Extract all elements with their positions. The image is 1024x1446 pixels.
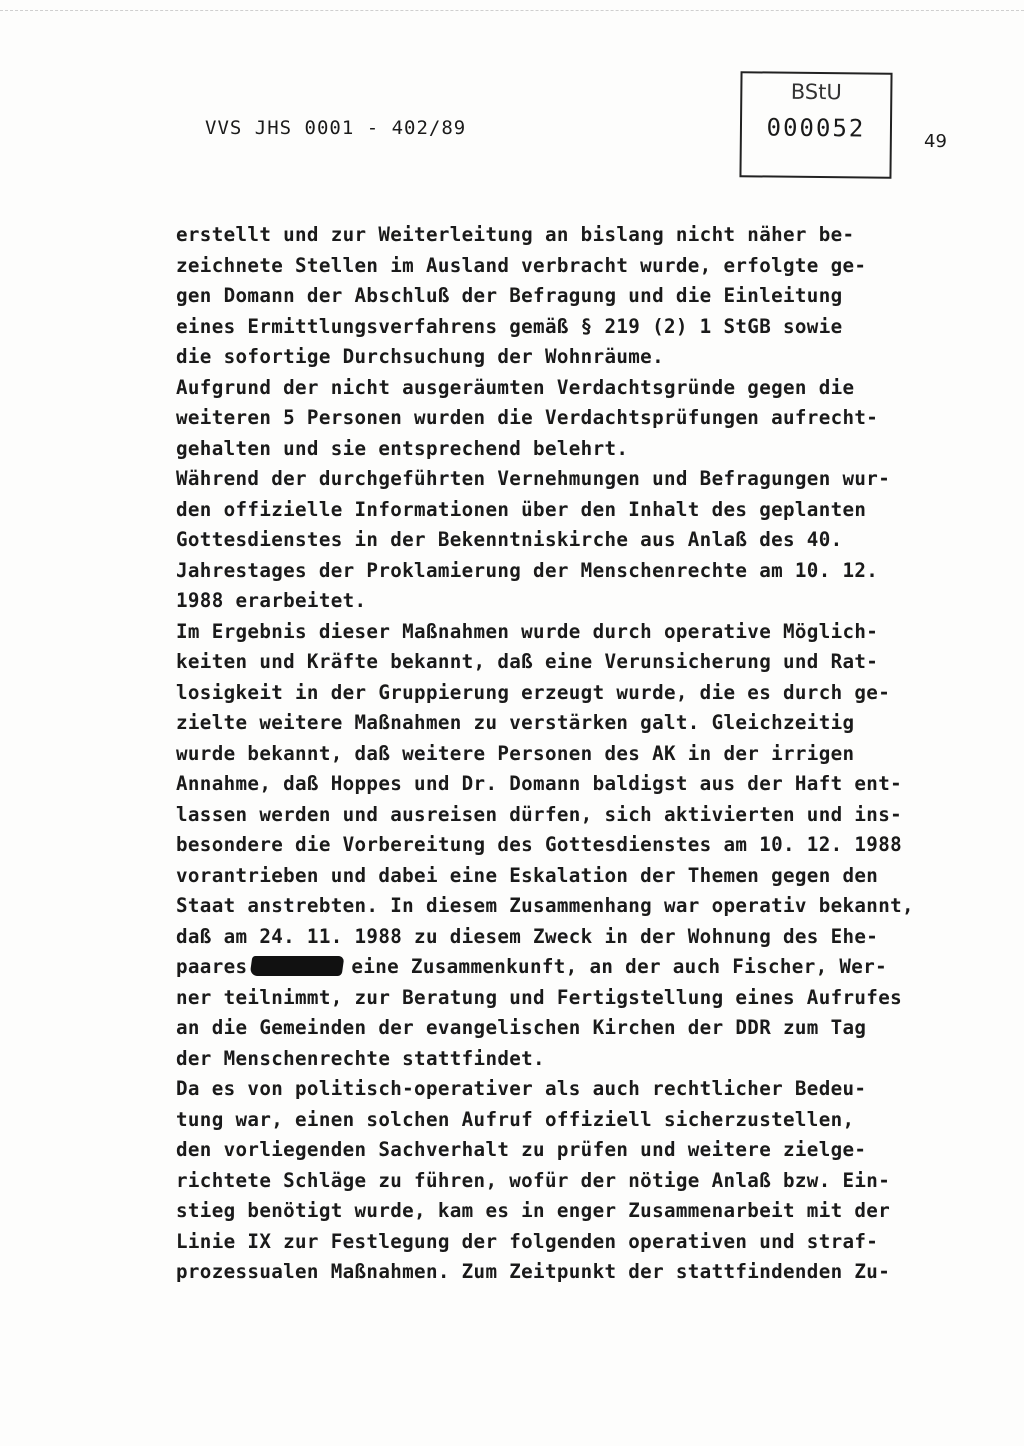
- text-line: lassen werden und ausreisen dürfen, sich aktivierten und ins-: [176, 802, 903, 826]
- text-line: Staat anstrebten. In diesem Zusammenhang war operativ bekannt,: [176, 894, 914, 917]
- text-line: vorantrieben und dabei eine Eskalation der Themen gegen den: [176, 863, 879, 887]
- redacted-line-start: paares: [176, 955, 248, 978]
- text-line: Gottesdienstes in der Bekenntniskirche aus Anlaß des 40.: [176, 528, 843, 551]
- text-line: stieg benötigt wurde, kam es in enger Zusammenarbeit mit der: [176, 1199, 891, 1222]
- text-line: die sofortige Durchsuchung der Wohnräume.: [176, 345, 664, 368]
- text-line: Im Ergebnis dieser Maßnahmen wurde durch operative Möglich-: [176, 619, 879, 643]
- archive-stamp: [739, 71, 892, 179]
- text-line: ner teilnimmt, zur Beratung und Fertigstellung eines Aufrufes: [176, 985, 903, 1009]
- text-line: keiten und Kräfte bekannt, daß eine Verunsicherung und Rat-: [176, 650, 879, 673]
- text-line: gen Domann der Abschluß der Befragung und die Einleitung: [176, 284, 843, 307]
- text-line: 1988 erarbeitet.: [176, 589, 367, 612]
- text-line: Da es von politisch-operativer als auch rechtlicher Bedeu-: [176, 1077, 867, 1100]
- text-line: Annahme, daß Hoppes und Dr. Domann baldigst aus der Haft ent-: [176, 772, 903, 795]
- text-line: besondere die Vorbereitung des Gottesdienstes am 10. 12. 1988: [176, 833, 903, 856]
- text-line: prozessualen Maßnahmen. Zum Zeitpunkt der stattfindenden Zu-: [176, 1260, 891, 1283]
- text-line: weiteren 5 Personen wurden die Verdachtsprüfungen aufrecht-: [176, 406, 879, 429]
- stamp-number: 000052: [766, 113, 866, 143]
- scan-edge-line: [0, 10, 1024, 11]
- text-line: wurde bekannt, daß weitere Personen des AK in der irrigen: [176, 741, 855, 765]
- text-line: Während der durchgeführten Vernehmungen und Befragungen wur-: [176, 467, 891, 490]
- text-line: Jahrestages der Proklamierung der Menschenrechte am 10. 12.: [176, 558, 879, 582]
- text-line: zeichnete Stellen im Ausland verbracht wurde, erfolgte ge-: [176, 253, 867, 277]
- text-line: der Menschenrechte stattfindet.: [176, 1046, 545, 1070]
- text-line: Aufgrund der nicht ausgeräumten Verdachtsgründe gegen die: [176, 375, 855, 399]
- text-line: Linie IX zur Festlegung der folgenden operativen und straf-: [176, 1229, 879, 1253]
- document-reference: VVS JHS 0001 - 402/89: [205, 117, 467, 139]
- text-line: den offizielle Informationen über den Inhalt des geplanten: [176, 497, 867, 521]
- redacted-line-end: eine Zusammenkunft, an der auch Fischer, Wer-: [351, 955, 888, 978]
- redaction-bar: [250, 956, 345, 976]
- stamp-label: BStU: [790, 79, 842, 105]
- text-line: erstellt und zur Weiterleitung an bislang nicht näher be-: [176, 223, 855, 246]
- text-line: tung war, einen solchen Aufruf offiziell sicherzustellen,: [176, 1107, 855, 1131]
- text-line-redacted: [176, 952, 936, 983]
- text-line: daß am 24. 11. 1988 zu diesem Zweck in der Wohnung des Ehe-: [176, 924, 879, 948]
- page-number: 49: [924, 131, 947, 152]
- body-text: [176, 220, 936, 1288]
- text-line: losigkeit in der Gruppierung erzeugt wurde, die es durch ge-: [176, 680, 891, 704]
- text-line: zielte weitere Maßnahmen zu verstärken galt. Gleichzeitig: [176, 711, 855, 734]
- text-line: eines Ermittlungsverfahrens gemäß § 219 (2) 1 StGB sowie: [176, 314, 843, 338]
- text-line: richtete Schläge zu führen, wofür der nötige Anlaß bzw. Ein-: [176, 1168, 891, 1192]
- text-line: an die Gemeinden der evangelischen Kirchen der DDR zum Tag: [176, 1016, 867, 1039]
- text-line: den vorliegenden Sachverhalt zu prüfen und weitere zielge-: [176, 1138, 867, 1161]
- text-line: gehalten und sie entsprechend belehrt.: [176, 436, 629, 460]
